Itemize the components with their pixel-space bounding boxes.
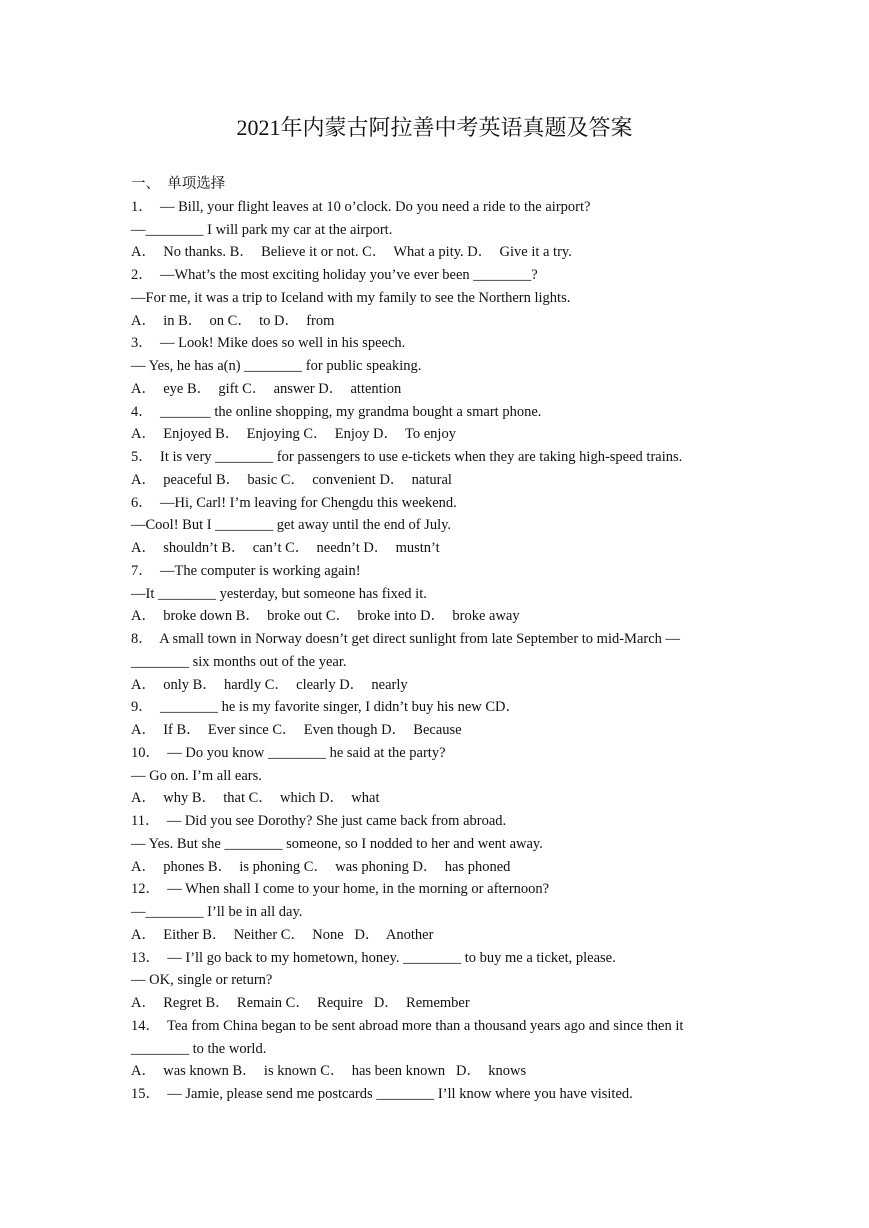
text-line: ________ six months out of the year. [131, 653, 347, 670]
text-line: A． was known B． is known C． has been known D． knows [131, 1063, 527, 1080]
text-line: 10． — Do you know ________ he said at the party? [131, 744, 446, 761]
text-line: A． No thanks. B． Believe it or not. C． What a pity. D． Give it a try. [131, 244, 572, 261]
text-line: 15． — Jamie, please send me postcards ________ I’ll know where you have visited. [131, 1086, 633, 1102]
text-line: — Yes, he has a(n) ________ for public speaking. [131, 358, 422, 374]
text-line: 9． ________ he is my favorite singer, I didn’t buy his new CD． [131, 699, 521, 716]
text-line: 5． It is very ________ for passengers to use e-tickets when they are taking high-speed trains. [131, 449, 683, 465]
text-line: —Cool! But I ________ get away until the end of July. [131, 517, 452, 534]
text-line: — OK, single or return? [131, 972, 273, 989]
text-line: 8． A small town in Norway doesn’t get direct sunlight from late September to mid-March — [131, 631, 681, 647]
text-line: 2． —What’s the most exciting holiday you’ve ever been ________? [131, 267, 538, 283]
text-line: 14． Tea from China began to be sent abroad more than a thousand years ago and since then it [131, 1017, 684, 1034]
text-line: A． why B． that C． which D． what [131, 790, 380, 807]
text-line: — Yes. But she ________ someone, so I nodded to her and went away. [131, 835, 543, 852]
text-line: A． phones B． is phoning C． was phoning D． has phoned [131, 858, 511, 875]
text-line: 1． — Bill, your flight leaves at 10 o’clock. Do you need a ride to the airport? [131, 198, 591, 215]
text-line: —________ I will park my car at the airport. [131, 221, 393, 238]
section-heading: 一、 单项选择 [131, 176, 226, 192]
text-line: ________ to the world. [131, 1040, 267, 1057]
text-line: A． in B． on C． to D． from [131, 312, 335, 329]
text-line: 11． — Did you see Dorothy? She just came back from abroad. [131, 813, 507, 829]
text-line: A． Enjoyed B． Enjoying C． Enjoy D． To enjoy [131, 426, 456, 443]
text-line: 13． — I’ll go back to my hometown, honey. ________ to buy me a ticket, please. [131, 949, 616, 966]
text-line: 6． —Hi, Carl! I’m leaving for Chengdu this weekend. [131, 494, 457, 511]
document-title: 2021年内蒙古阿拉善中考英语真题及答案 [236, 115, 633, 140]
text-line: —It ________ yesterday, but someone has fixed it. [131, 585, 427, 602]
text-line: —________ I’ll be in all day. [131, 904, 303, 920]
text-line: A． only B． hardly C． clearly D． nearly [131, 676, 408, 693]
text-line: A． If B． Ever since C． Even though D． Because [131, 722, 462, 738]
text-line: A． Regret B． Remain C． Require D． Remember [131, 995, 470, 1011]
text-line: —For me, it was a trip to Iceland with my family to see the Northern lights. [131, 289, 571, 306]
document-body [131, 173, 731, 1106]
text-line: 4． _______ the online shopping, my grandma bought a smart phone. [131, 403, 542, 420]
text-line: A． shouldn’t B． can’t C． needn’t D． mustn’t [131, 540, 440, 556]
text-line: 3． — Look! Mike does so well in his speech. [131, 335, 406, 352]
text-line: A． broke down B． broke out C． broke into D． broke away [131, 608, 520, 625]
text-line: — Go on. I’m all ears. [131, 767, 262, 784]
text-line: A． Either B． Neither C． None D． Another [131, 926, 434, 943]
text-line: 12． — When shall I come to your home, in the morning or afternoon? [131, 881, 550, 898]
text-line: 7． —The computer is working again! [131, 562, 361, 579]
text-line: A． eye B． gift C． answer D． attention [131, 380, 402, 397]
text-line: A． peaceful B． basic C． convenient D． natural [131, 471, 452, 488]
